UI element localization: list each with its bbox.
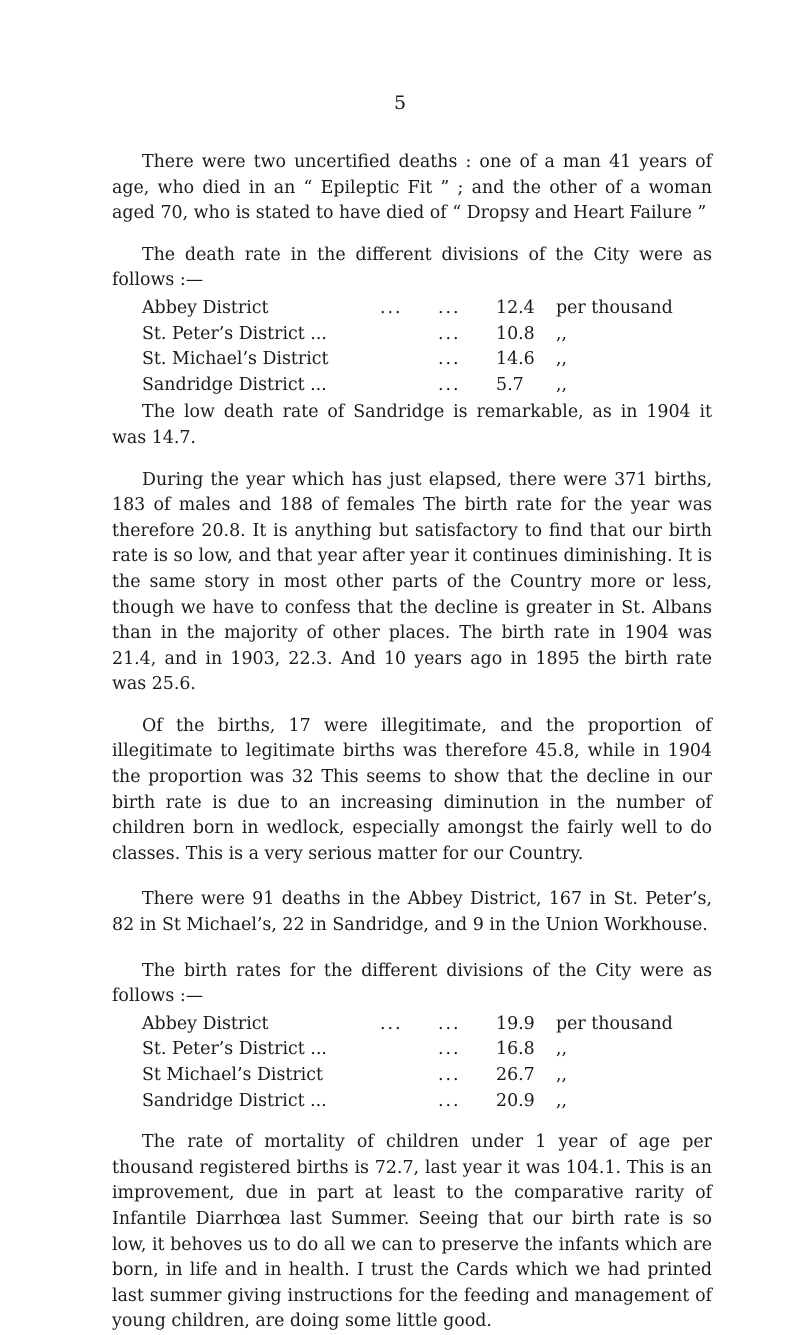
rate-unit: ,,: [556, 1039, 568, 1060]
leader-dots: ...: [438, 1013, 461, 1034]
leader-dots: ...: [438, 323, 461, 344]
rate-unit: ,,: [556, 1090, 568, 1111]
leader-dots: [380, 373, 438, 399]
district-name: Abbey District: [142, 297, 269, 318]
death-rate-table: [142, 296, 673, 398]
birth-rate-table: [142, 1012, 673, 1114]
page-number: 5: [393, 92, 407, 114]
leader-dots: [380, 347, 438, 373]
district-name: St. Peter’s District ...: [142, 323, 327, 344]
rate-unit: ,,: [556, 374, 568, 395]
leader-dots: ...: [438, 1065, 461, 1085]
leader-dots: [380, 1063, 438, 1089]
table-row: [142, 1037, 673, 1063]
rate-unit: ,,: [556, 323, 568, 344]
leader-dots: ...: [438, 374, 461, 395]
rate-value: 5.7: [496, 374, 524, 395]
paragraph-infant-mortality: The rate of mortality of children under 1 year of age per thousand registered births is 72.7, last year it was 104.1. This is an improvement, due in part at least to the comparative rarity of Infantile Diarrhœa last Summer. Seeing that our birth rate is so low, it behoves us to do all we can to preserve the infants which are born, in life and in health. I trust the Cards which we had printed last summer giving instructions for the feeding and management of young children, are doing some little good.: [112, 1132, 712, 1332]
document-body: [112, 150, 712, 1335]
rate-unit: ,,: [556, 349, 568, 370]
rate-unit: per thousand: [556, 1013, 673, 1034]
leader-dots: ...: [380, 1013, 403, 1034]
table-row: [142, 1063, 673, 1089]
leader-dots: [380, 322, 438, 348]
rate-value: 26.7: [496, 1065, 535, 1085]
paragraph-illegitimate-births: Of the births, 17 were illegitimate, and the proportion of illegitimate to legitimate births was therefore 45.8, while in 1904 the proportion was 32 This seems to show that the decline in our birth rate is due to an increasing diminution in the number of children born in wedlock, especially amongst the fairly well to do classes. This is a very serious matter for our Country.: [112, 715, 712, 864]
district-name: Sandridge District ...: [142, 374, 327, 395]
paragraph-district-deaths: There were 91 deaths in the Abbey District, 167 in St. Peter’s, 82 in St Michael’s, 22 in Sandridge, and 9 in the Union Workhouse.: [112, 889, 712, 936]
rate-value: 19.9: [496, 1013, 535, 1034]
rate-unit: per thousand: [556, 297, 673, 318]
table-row: [142, 1089, 673, 1115]
table-row: [142, 322, 673, 348]
table-row: [142, 296, 673, 322]
leader-dots: ...: [438, 1090, 461, 1111]
table-row: [142, 1012, 673, 1038]
paragraph-births: During the year which has just elapsed, there were 371 births, 183 of males and 188 of females The birth rate for the year was therefore 20.8. It is anything but satisfactory to find that our birth rate is so low, and that year after year it continues diminishing. It is the same story in most other parts of the Country more or less, though we have to confess that the decline is greater in St. Albans than in the majority of other places. The birth rate in 1904 was 21.4, and in 1903, 22.3. And 10 years ago in 1895 the birth rate was 25.6.: [112, 469, 712, 695]
rate-unit: ,,: [556, 1065, 568, 1085]
paragraph-birth-rate-intro: The birth rates for the different divisions of the City were as follows :—: [112, 960, 712, 1007]
paragraph-uncertified-deaths: There were two uncertified deaths : one of a man 41 years of age, who died in an “ Epileptic Fit ” ; and the other of a woman aged 70, who is stated to have died of “ Dropsy and Heart Failure ”: [112, 152, 712, 224]
paragraph-sandridge-note: The low death rate of Sandridge is remarkable, as in 1904 it was 14.7.: [112, 402, 712, 448]
rate-value: 16.8: [496, 1039, 535, 1060]
rate-value: 10.8: [496, 323, 535, 344]
district-name: St. Peter’s District ...: [142, 1039, 327, 1060]
leader-dots: ...: [438, 349, 461, 370]
table-row: [142, 347, 673, 373]
district-name: Sandridge District ...: [142, 1090, 327, 1111]
district-name: St Michael’s District: [142, 1065, 323, 1085]
leader-dots: [380, 1037, 438, 1063]
leader-dots: [380, 1089, 438, 1115]
rate-value: 12.4: [496, 297, 535, 318]
rate-value: 20.9: [496, 1090, 535, 1111]
leader-dots: ...: [438, 297, 461, 318]
paragraph-death-rate-intro: The death rate in the different divisions of the City were as follows :—: [112, 244, 712, 291]
rate-value: 14.6: [496, 349, 535, 370]
district-name: St. Michael’s District: [142, 349, 329, 370]
leader-dots: ...: [380, 297, 403, 318]
leader-dots: ...: [438, 1039, 461, 1060]
district-name: Abbey District: [142, 1013, 269, 1034]
table-row: [142, 373, 673, 399]
